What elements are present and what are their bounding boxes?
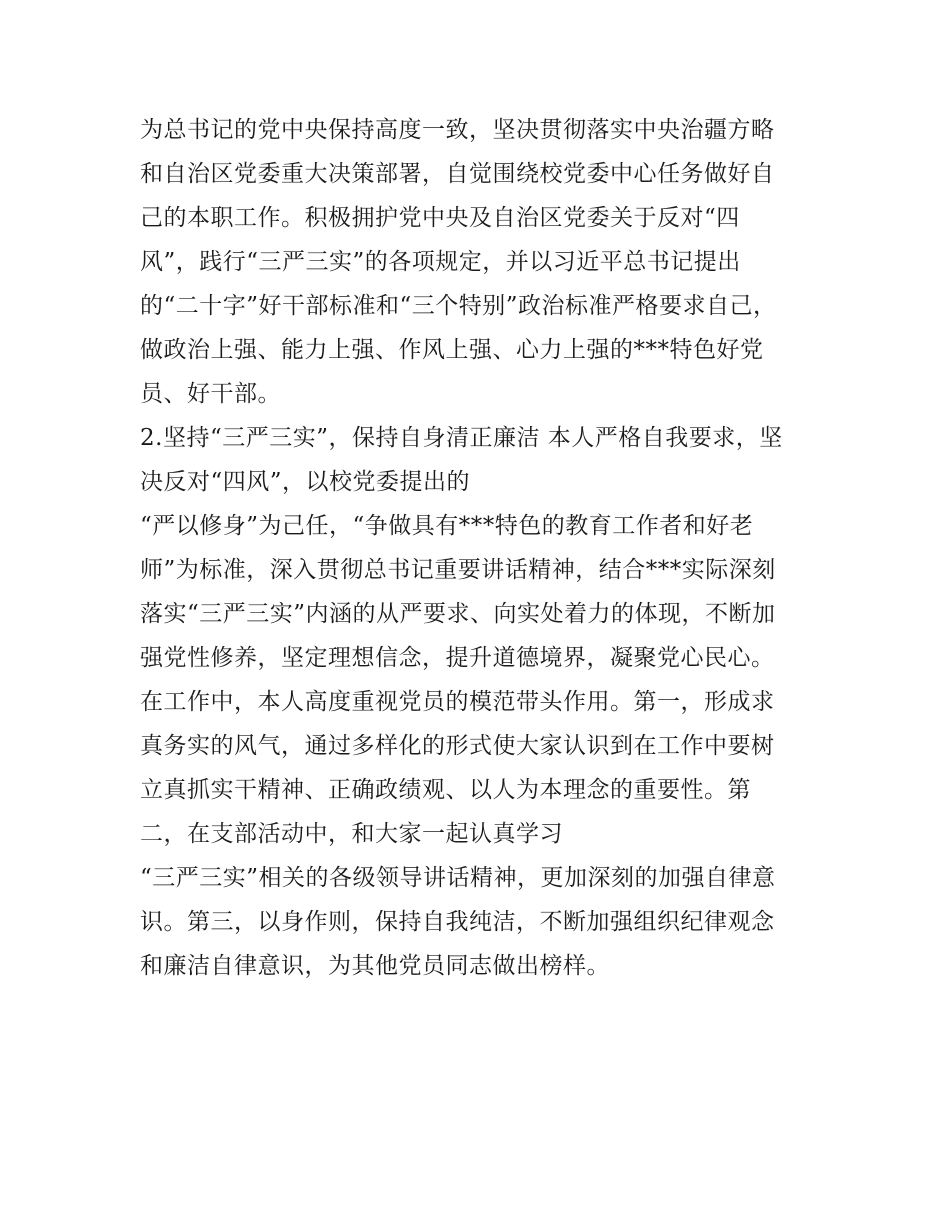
document-body xyxy=(140,108,830,988)
text-line: 立真抓实干精神、正确政绩观、以人为本理念的重要性。第 xyxy=(140,777,751,803)
text-line: 识。第三，以身作则，保持自我纯洁，不断加强组织纪律观念 xyxy=(140,909,775,935)
text-line: 做政治上强、能力上强、作风上强、心力上强的***特色好党 xyxy=(140,337,764,363)
text-line: 的“二十字”好干部标准和“三个特别”政治标准严格要求自己， xyxy=(140,293,777,319)
text-line: 员、好干部。 xyxy=(140,381,281,407)
text-line: 决反对“四风”，以校党委提出的 xyxy=(140,469,471,495)
text-line: 二，在支部活动中，和大家一起认真学习 xyxy=(140,821,563,847)
text-line: 和廉洁自律意识，为其他党员同志做出榜样。 xyxy=(140,953,610,979)
text-line: 为总书记的党中央保持高度一致，坚决贯彻落实中央治疆方略 xyxy=(140,117,775,143)
text-line: “三严三实”相关的各级领导讲话精神，更加深刻的加强自律意 xyxy=(140,865,776,891)
text-line: 在工作中，本人高度重视党员的模范带头作用。第一，形成求 xyxy=(140,689,775,715)
text-line: 强党性修养，坚定理想信念，提升道德境界，凝聚党心民心。 xyxy=(140,645,775,671)
text-line: 落实“三严三实”内涵的从严要求、向实处着力的体现，不断加 xyxy=(140,601,776,627)
text-line: 师”为标准，深入贯彻总书记重要讲话精神，结合***实际深刻 xyxy=(140,557,776,583)
text-line: 和自治区党委重大决策部署，自觉围绕校党委中心任务做好自 xyxy=(140,161,775,187)
text-line: 风”，践行“三严三实”的各项规定，并以习近平总书记提出 xyxy=(140,249,741,275)
text-line: 真务实的风气，通过多样化的形式使大家认识到在工作中要树 xyxy=(140,733,775,759)
text-line: 己的本职工作。积极拥护党中央及自治区党委关于反对“四 xyxy=(140,205,740,231)
section-heading-line: 2.坚持“三严三实”，保持自身清正廉洁 本人严格自我要求，坚 xyxy=(140,425,783,451)
text-line: “严以修身”为己任，“争做具有***特色的教育工作者和好老 xyxy=(140,513,754,539)
